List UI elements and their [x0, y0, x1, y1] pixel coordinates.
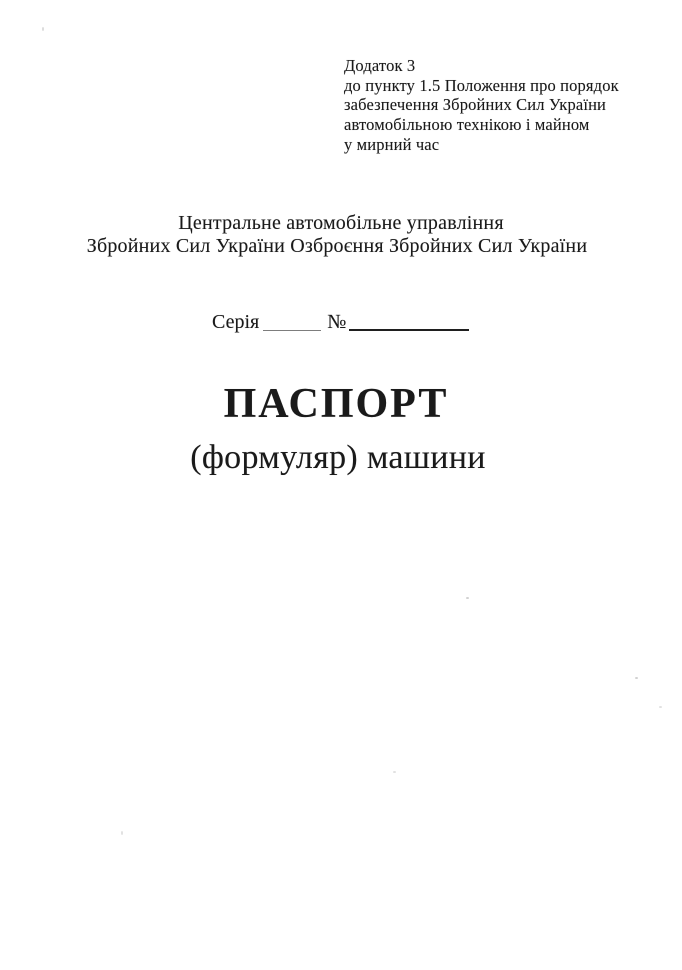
organization-heading: [0, 212, 682, 258]
annex-line-3: забезпечення Збройних Сил України: [344, 95, 607, 115]
scan-speck: [42, 27, 44, 31]
series-blank-field: [263, 328, 321, 331]
scan-speck: [121, 831, 123, 835]
number-sign: №: [327, 311, 347, 333]
number-blank-field: [349, 327, 469, 331]
scan-speck: [466, 597, 469, 599]
annex-reference-block: [344, 56, 644, 155]
annex-line-2: до пункту 1.5 Положення про порядок: [344, 75, 619, 95]
series-label: Серія: [212, 311, 260, 333]
org-heading-line-2: Збройних Сил України Озброєння Збройних Сил України: [86, 235, 588, 257]
org-heading-line-1: Центральне автомобільне управління: [178, 212, 504, 234]
document-subtitle: (формуляр) машини: [190, 439, 486, 476]
scan-speck: [635, 677, 638, 679]
annex-line-1: Додаток 3: [344, 56, 416, 75]
annex-line-5: у мирний час: [344, 134, 440, 154]
scan-speck: [393, 771, 396, 773]
annex-line-4: автомобільною технікою і майном: [344, 115, 590, 135]
series-number-line: [212, 310, 469, 334]
scan-speck: [659, 706, 662, 708]
document-title: ПАСПОРТ: [223, 381, 449, 427]
